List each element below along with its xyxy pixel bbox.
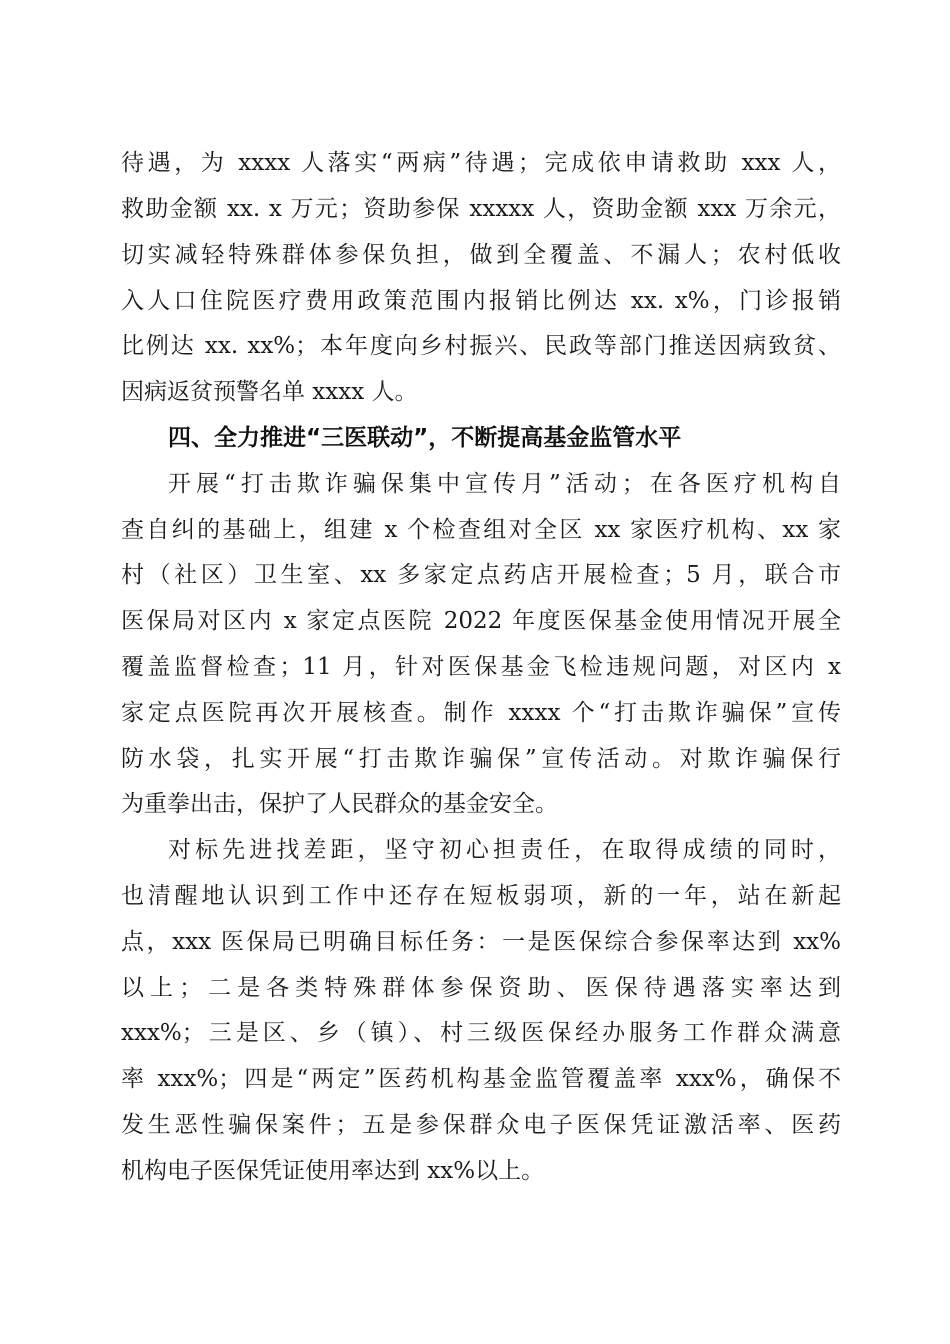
paragraph-line: 村（社区）卫生室、xx 多家定点药店开展检查；5 月，联合市 bbox=[121, 562, 841, 588]
paragraph-line: 以上；二是各类特殊群体参保资助、医保待遇落实率达到 bbox=[121, 975, 841, 1001]
paragraph-line: 覆盖监督检查；11 月，针对医保基金飞检违规问题，对区内 x bbox=[121, 654, 841, 680]
paragraph-line: 发生恶性骗保案件；五是参保群众电子医保凭证激活率、医药 bbox=[121, 1112, 841, 1138]
paragraph-line: 入人口住院医疗费用政策范围内报销比例达 xx. x%，门诊报销 bbox=[121, 288, 841, 314]
paragraph-line: 对标先进找差距，坚守初心担责任，在取得成绩的同时， bbox=[168, 837, 841, 863]
paragraph-line: 切实减轻特殊群体参保负担，做到全覆盖、不漏人；农村低收 bbox=[121, 242, 841, 268]
paragraph-line: 因病返贫预警名单 xxxx 人。 bbox=[121, 379, 418, 405]
paragraph-line: 救助金额 xx. x 万元；资助参保 xxxxx 人，资助金额 xxx 万余元， bbox=[121, 196, 841, 222]
paragraph-line: 机构电子医保凭证使用率达到 xx%以上。 bbox=[121, 1158, 545, 1184]
paragraph-line: 防水袋，扎实开展“打击欺诈骗保”宣传活动。对欺诈骗保行 bbox=[121, 746, 841, 772]
paragraph-line: xxx%；三是区、乡（镇）、村三级医保经办服务工作群众满意 bbox=[121, 1020, 841, 1046]
paragraph-line: 查自纠的基础上，组建 x 个检查组对全区 xx 家医疗机构、xx 家 bbox=[121, 517, 841, 543]
paragraph-line: 比例达 xx. xx%；本年度向乡村振兴、民政等部门推送因病致贫、 bbox=[121, 333, 841, 359]
paragraph-line: 率 xxx%；四是“两定”医药机构基金监管覆盖率 xxx%，确保不 bbox=[121, 1066, 841, 1092]
paragraph-line: 为重拳出击，保护了人民群众的基金安全。 bbox=[121, 791, 558, 817]
paragraph-line: 待遇，为 xxxx 人落实“两病”待遇；完成依申请救助 xxx 人， bbox=[121, 150, 841, 176]
paragraph-line: 也清醒地认识到工作中还存在短板弱项，新的一年，站在新起 bbox=[121, 883, 841, 909]
section-heading: 四、全力推进“三医联动”，不断提高基金监管水平 bbox=[168, 425, 682, 451]
paragraph-line: 医保局对区内 x 家定点医院 2022 年度医保基金使用情况开展全 bbox=[121, 608, 841, 634]
paragraph-line: 开展“打击欺诈骗保集中宣传月”活动；在各医疗机构自 bbox=[168, 471, 841, 497]
paragraph-line: 家定点医院再次开展核查。制作 xxxx 个“打击欺诈骗保”宣传 bbox=[121, 700, 841, 726]
paragraph-line: 点，xxx 医保局已明确目标任务：一是医保综合参保率达到 xx% bbox=[121, 929, 841, 955]
